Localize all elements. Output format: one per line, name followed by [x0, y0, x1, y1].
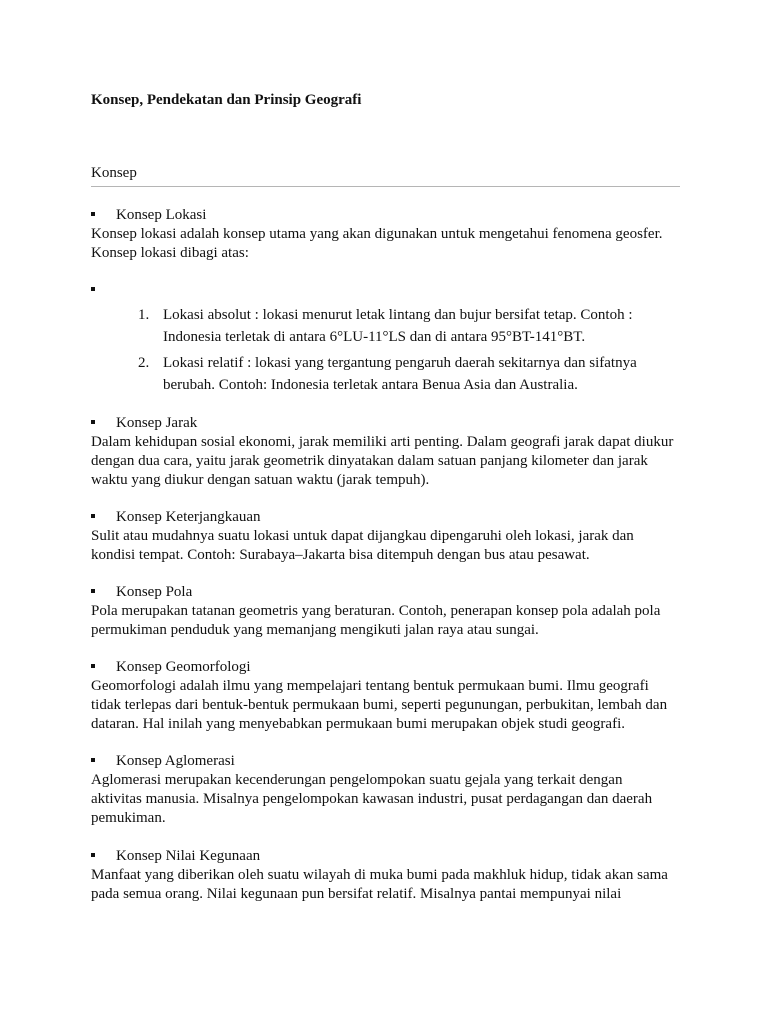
- section-divider: [91, 186, 680, 187]
- bullet-item: [91, 752, 691, 771]
- bullet-item: [91, 414, 691, 433]
- bullet-item: [91, 847, 691, 866]
- concept-heading: Konsep Lokasi: [116, 207, 207, 223]
- bullet-icon: [91, 420, 95, 424]
- paragraph-line: waktu yang diukur dengan satuan waktu (jarak tempuh).: [91, 472, 430, 488]
- bullet-icon: [91, 212, 95, 216]
- list-item: [138, 304, 698, 348]
- concept-heading: Konsep Keterjangkauan: [116, 509, 261, 525]
- paragraph-line: aktivitas manusia. Misalnya pengelompokan kawasan industri, pusat perdagangan dan daerah: [91, 791, 653, 807]
- document-title: Konsep, Pendekatan dan Prinsip Geografi: [91, 92, 362, 108]
- bullet-item: [91, 658, 691, 677]
- paragraph-line: Aglomerasi merupakan kecenderungan pengelompokan suatu gejala yang terkait dengan: [91, 772, 623, 788]
- paragraph-line: pada semua orang. Nilai kegunaan pun bersifat relatif. Misalnya pantai mempunyai nilai: [91, 886, 622, 902]
- bullet-icon: [91, 287, 95, 291]
- paragraph-line: Sulit atau mudahnya suatu lokasi untuk dapat dijangkau dipengaruhi oleh lokasi, jarak dan: [91, 528, 634, 544]
- list-item-line: berubah. Contoh: Indonesia terletak antara Benua Asia dan Australia.: [163, 377, 578, 393]
- concept-heading: Konsep Nilai Kegunaan: [116, 848, 261, 864]
- paragraph-line: Pola merupakan tatanan geometris yang beraturan. Contoh, penerapan konsep pola adalah pola: [91, 603, 661, 619]
- paragraph-line: Dalam kehidupan sosial ekonomi, jarak memiliki arti penting. Dalam geografi jarak dapat diukur: [91, 434, 674, 450]
- paragraph-line: dengan dua cara, yaitu jarak geometrik dinyatakan dalam satuan panjang kilometer dan jarak: [91, 453, 648, 469]
- paragraph-line: Geomorfologi adalah ilmu yang mempelajari tentang bentuk permukaan bumi. Ilmu geografi: [91, 678, 649, 694]
- concept-keterjangkauan: [91, 508, 691, 565]
- bullet-item: [91, 206, 691, 225]
- list-item-line: Indonesia terletak di antara 6°LU-11°LS dan di antara 95°BT-141°BT.: [163, 329, 586, 345]
- concept-aglomerasi: [91, 752, 691, 828]
- list-number: 1.: [138, 307, 150, 323]
- paragraph-line: dataran. Hal inilah yang menyebabkan permukaan bumi merupakan objek studi geografi.: [91, 716, 625, 732]
- concept-heading: Konsep Pola: [116, 584, 193, 600]
- paragraph-line: permukiman penduduk yang memanjang mengikuti jalan raya atau sungai.: [91, 622, 539, 638]
- concept-heading: Konsep Geomorfologi: [116, 659, 251, 675]
- paragraph-line: Manfaat yang diberikan oleh suatu wilayah di muka bumi pada makhluk hidup, tidak akan sama: [91, 867, 668, 883]
- concept-nilai-kegunaan: [91, 847, 691, 904]
- concept-pola: [91, 583, 691, 640]
- section-heading: Konsep: [91, 165, 137, 181]
- concept-heading: Konsep Jarak: [116, 415, 198, 431]
- list-number: 2.: [138, 355, 150, 371]
- bullet-icon: [91, 589, 95, 593]
- paragraph-line: tidak terlepas dari bentuk-bentuk permukaan bumi, seperti pegunungan, perbukitan, lembah dan: [91, 697, 668, 713]
- bullet-item: [91, 583, 691, 602]
- lokasi-ordered-list: [138, 304, 698, 400]
- bullet-icon: [91, 514, 95, 518]
- concept-jarak: [91, 414, 691, 490]
- paragraph-line: Konsep lokasi dibagi atas:: [91, 245, 249, 261]
- empty-bullet-item: [91, 281, 691, 300]
- list-item: [138, 352, 698, 396]
- concept-heading: Konsep Aglomerasi: [116, 753, 235, 769]
- concept-geomorfologi: [91, 658, 691, 734]
- bullet-item: [91, 508, 691, 527]
- list-item-line: Lokasi relatif : lokasi yang tergantung pengaruh daerah sekitarnya dan sifatnya: [163, 355, 637, 371]
- list-item-line: Lokasi absolut : lokasi menurut letak lintang dan bujur bersifat tetap. Contoh :: [163, 307, 633, 323]
- paragraph-line: pemukiman.: [91, 810, 166, 826]
- paragraph-line: Konsep lokasi adalah konsep utama yang akan digunakan untuk mengetahui fenomena geosfer.: [91, 226, 663, 242]
- paragraph-line: kondisi tempat. Contoh: Surabaya–Jakarta bisa ditempuh dengan bus atau pesawat.: [91, 547, 590, 563]
- bullet-icon: [91, 853, 95, 857]
- concept-lokasi: [91, 206, 691, 263]
- bullet-icon: [91, 664, 95, 668]
- bullet-icon: [91, 758, 95, 762]
